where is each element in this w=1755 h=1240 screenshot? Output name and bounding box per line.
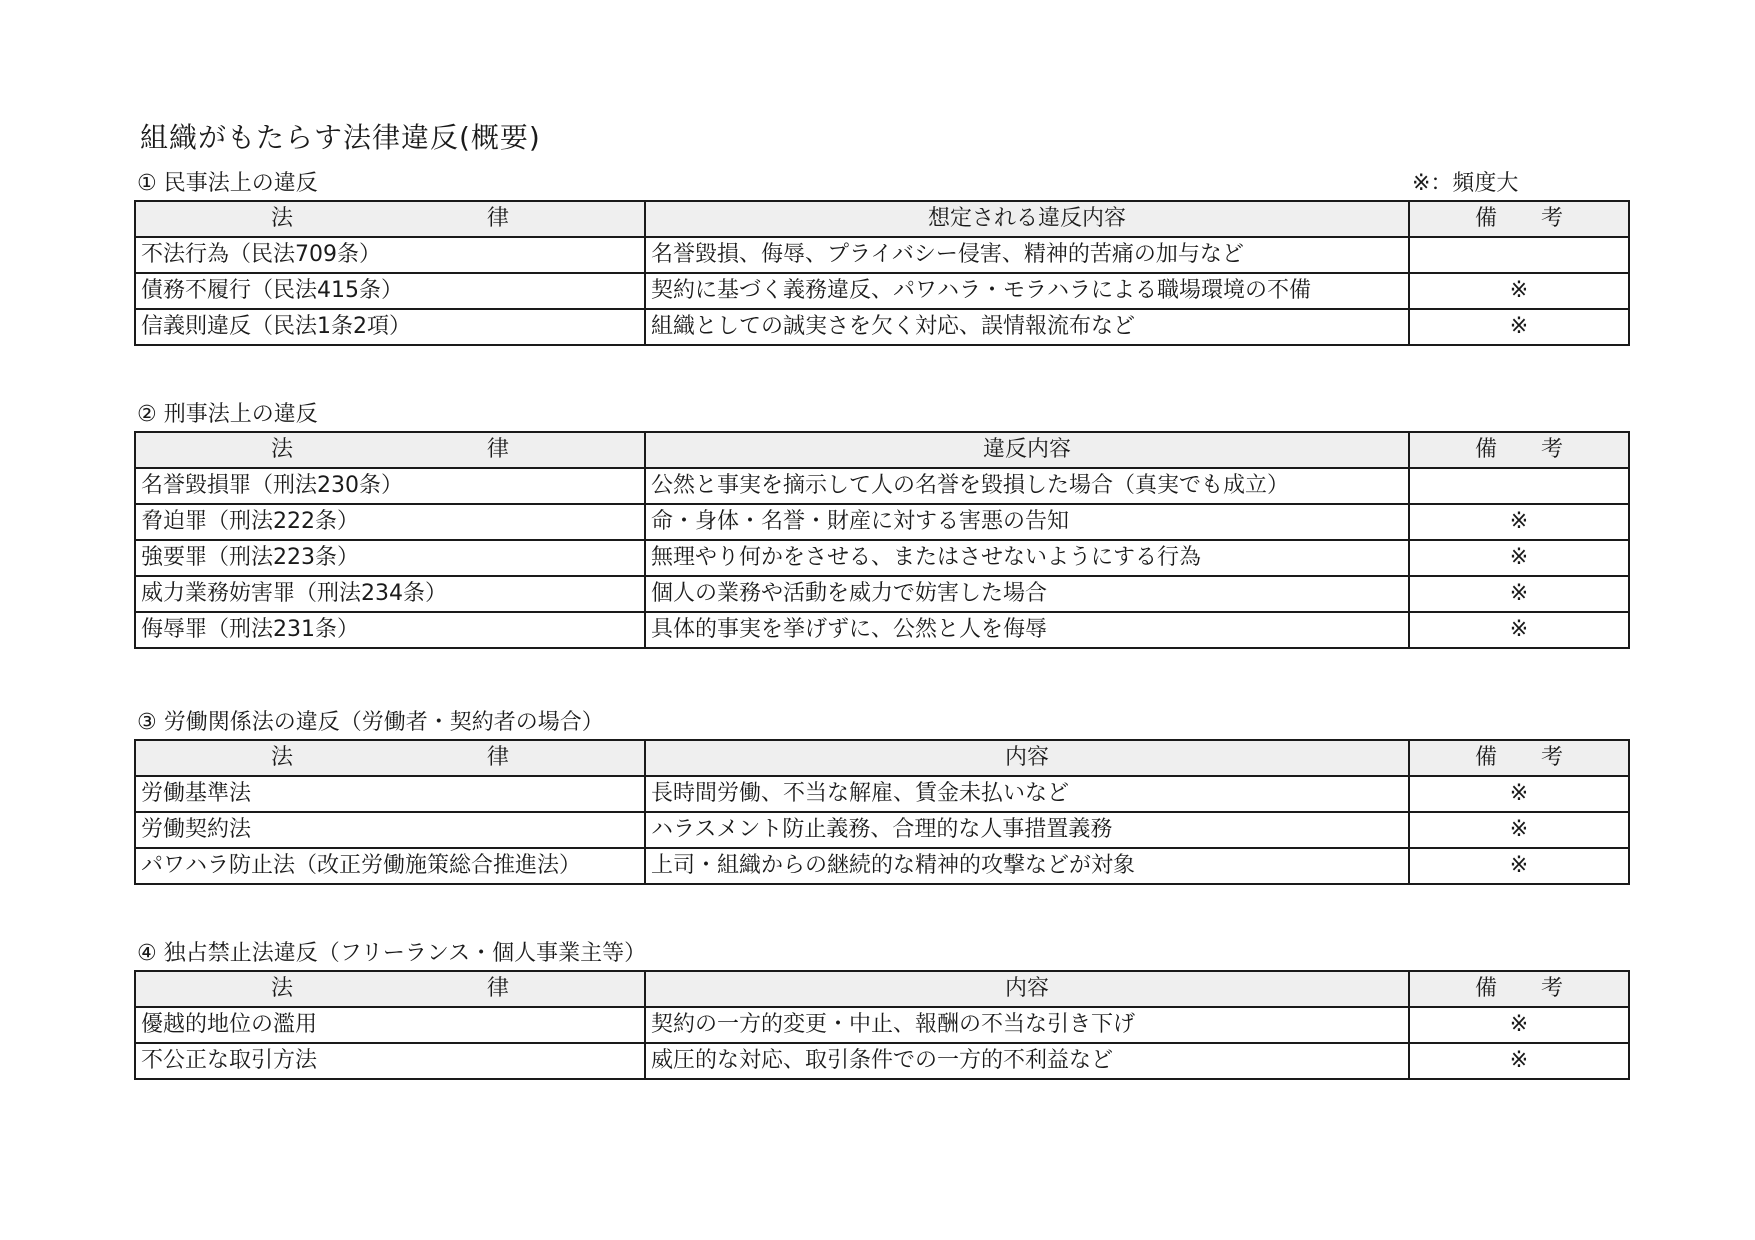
section-heading-civil: ① 民事法上の違反	[137, 171, 318, 196]
table-row	[135, 309, 1629, 345]
note-column-header: 備 考	[1409, 971, 1629, 1007]
note-cell: ※	[1409, 576, 1629, 612]
content-cell: 契約に基づく義務違反、パワハラ・モラハラによる職場環境の不備	[645, 273, 1409, 309]
note-cell: ※	[1409, 1007, 1629, 1043]
table-header-row	[135, 432, 1629, 468]
content-column-header: 想定される違反内容	[645, 201, 1409, 237]
note-cell: ※	[1409, 848, 1629, 884]
law-column-header: 法 律	[135, 740, 645, 776]
law-column-header: 法 律	[135, 432, 645, 468]
note-cell: ※	[1409, 309, 1629, 345]
note-cell: ※	[1409, 776, 1629, 812]
content-cell: 上司・組織からの継続的な精神的攻撃などが対象	[645, 848, 1409, 884]
content-column-header: 違反内容	[645, 432, 1409, 468]
note-cell: ※	[1409, 1043, 1629, 1079]
law-cell: パワハラ防止法（改正労働施策総合推進法）	[135, 848, 645, 884]
note-cell: ※	[1409, 273, 1629, 309]
note-column-header: 備 考	[1409, 432, 1629, 468]
section-heading-labor: ③ 労働関係法の違反（労働者・契約者の場合）	[137, 710, 604, 735]
law-cell: 名誉毀損罪（刑法230条）	[135, 468, 645, 504]
law-cell: 労働契約法	[135, 812, 645, 848]
law-cell: 威力業務妨害罪（刑法234条）	[135, 576, 645, 612]
page-title: 組織がもたらす法律違反(概要)	[140, 121, 541, 154]
content-column-header: 内容	[645, 971, 1409, 1007]
content-cell: 無理やり何かをさせる、またはさせないようにする行為	[645, 540, 1409, 576]
table-row	[135, 504, 1629, 540]
content-cell: ハラスメント防止義務、合理的な人事措置義務	[645, 812, 1409, 848]
table-row	[135, 612, 1629, 648]
table-row	[135, 1043, 1629, 1079]
note-cell: ※	[1409, 612, 1629, 648]
antimonopoly-law-table	[134, 970, 1630, 1080]
note-column-header: 備 考	[1409, 740, 1629, 776]
table-row	[135, 776, 1629, 812]
frequency-legend: ※：頻度大	[1412, 171, 1519, 196]
content-cell: 公然と事実を摘示して人の名誉を毀損した場合（真実でも成立）	[645, 468, 1409, 504]
labor-law-table	[134, 739, 1630, 885]
table-header-row	[135, 740, 1629, 776]
content-cell: 名誉毀損、侮辱、プライバシー侵害、精神的苦痛の加与など	[645, 237, 1409, 273]
table-row	[135, 848, 1629, 884]
table-header-row	[135, 201, 1629, 237]
content-column-header: 内容	[645, 740, 1409, 776]
civil-law-table	[134, 200, 1630, 346]
content-cell: 契約の一方的変更・中止、報酬の不当な引き下げ	[645, 1007, 1409, 1043]
content-cell: 個人の業務や活動を威力で妨害した場合	[645, 576, 1409, 612]
content-cell: 長時間労働、不当な解雇、賃金未払いなど	[645, 776, 1409, 812]
note-column-header: 備 考	[1409, 201, 1629, 237]
note-cell: ※	[1409, 540, 1629, 576]
law-cell: 信義則違反（民法1条2項）	[135, 309, 645, 345]
note-cell	[1409, 468, 1629, 504]
law-cell: 債務不履行（民法415条）	[135, 273, 645, 309]
table-row	[135, 812, 1629, 848]
law-cell: 不公正な取引方法	[135, 1043, 645, 1079]
table-header-row	[135, 971, 1629, 1007]
table-row	[135, 540, 1629, 576]
table-row	[135, 576, 1629, 612]
note-cell: ※	[1409, 504, 1629, 540]
law-cell: 脅迫罪（刑法222条）	[135, 504, 645, 540]
content-cell: 命・身体・名誉・財産に対する害悪の告知	[645, 504, 1409, 540]
table-row	[135, 273, 1629, 309]
note-cell: ※	[1409, 812, 1629, 848]
section-heading-criminal: ② 刑事法上の違反	[137, 402, 318, 427]
section-heading-antimonopoly: ④ 独占禁止法違反（フリーランス・個人事業主等）	[137, 941, 647, 966]
content-cell: 威圧的な対応、取引条件での一方的不利益など	[645, 1043, 1409, 1079]
criminal-law-table	[134, 431, 1630, 649]
note-cell	[1409, 237, 1629, 273]
content-cell: 組織としての誠実さを欠く対応、誤情報流布など	[645, 309, 1409, 345]
law-cell: 不法行為（民法709条）	[135, 237, 645, 273]
law-cell: 侮辱罪（刑法231条）	[135, 612, 645, 648]
law-column-header: 法 律	[135, 201, 645, 237]
table-row	[135, 1007, 1629, 1043]
law-column-header: 法 律	[135, 971, 645, 1007]
table-row	[135, 468, 1629, 504]
content-cell: 具体的事実を挙げずに、公然と人を侮辱	[645, 612, 1409, 648]
law-cell: 労働基準法	[135, 776, 645, 812]
law-cell: 強要罪（刑法223条）	[135, 540, 645, 576]
table-row	[135, 237, 1629, 273]
law-cell: 優越的地位の濫用	[135, 1007, 645, 1043]
